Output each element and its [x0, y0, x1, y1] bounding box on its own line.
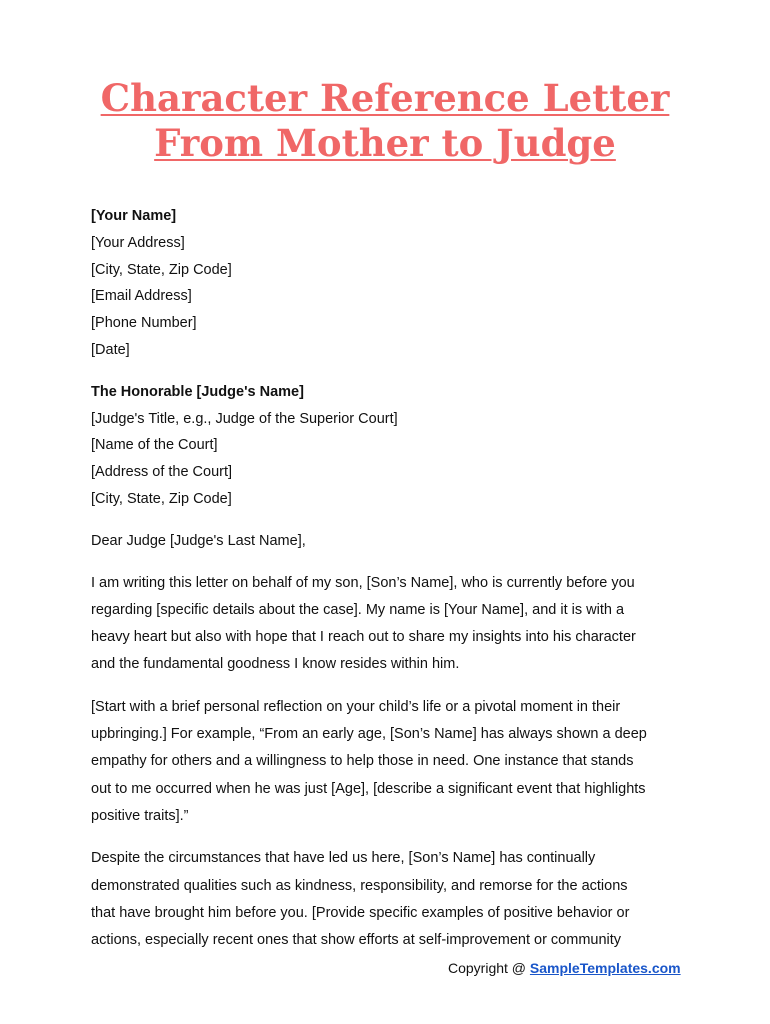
sender-name: [Your Name]: [91, 208, 177, 224]
sender-block: [91, 203, 691, 364]
paragraph-line: actions, especially recent ones that show efforts at self-improvement or community: [91, 932, 622, 949]
recipient-name: The Honorable [Judge's Name]: [91, 383, 304, 400]
copyright-footer: [448, 960, 681, 976]
recipient-block: [91, 379, 691, 513]
paragraph-2: [91, 694, 691, 830]
letter-body: [91, 203, 691, 954]
salutation: Dear Judge [Judge's Last Name],: [91, 532, 306, 549]
paragraph-line: demonstrated qualities such as kindness, responsibility, and remorse for the actions: [91, 877, 628, 894]
title-line-1: Character Reference Letter: [100, 76, 670, 120]
copyright-prefix: Copyright @: [448, 960, 530, 976]
recipient-title: [Judge's Title, e.g., Judge of the Superior Court]: [91, 410, 398, 427]
document-title: [0, 76, 770, 166]
sender-address: [Your Address]: [91, 234, 185, 251]
sender-email: [Email Address]: [91, 288, 192, 305]
paragraph-line: positive traits].”: [91, 807, 189, 824]
paragraph-line: Despite the circumstances that have led us here, [Son’s Name] has continually: [91, 850, 596, 867]
paragraph-line: [Start with a brief personal reflection on your child’s life or a pivotal moment in their: [91, 698, 621, 715]
paragraph-line: regarding [specific details about the case]. My name is [Your Name], and it is with a: [91, 601, 625, 618]
recipient-city: [City, State, Zip Code]: [91, 490, 232, 507]
sender-date: [Date]: [91, 341, 130, 358]
title-line-2: From Mother to Judge: [154, 121, 616, 165]
paragraph-line: that have brought him before you. [Provide specific examples of positive behavior or: [91, 904, 630, 921]
sampletemplates-link[interactable]: SampleTemplates.com: [529, 960, 681, 976]
paragraph-1: [91, 570, 691, 679]
paragraph-line: empathy for others and a willingness to help those in need. One instance that stands: [91, 753, 634, 770]
sender-phone: [Phone Number]: [91, 315, 197, 332]
paragraph-line: out to me occurred when he was just [Age], [describe a significant event that highlights: [91, 780, 646, 797]
recipient-address: [Address of the Court]: [91, 464, 233, 481]
paragraph-3: [91, 845, 691, 954]
recipient-court: [Name of the Court]: [91, 437, 218, 454]
sender-city: [City, State, Zip Code]: [91, 261, 232, 278]
paragraph-line: heavy heart but also with hope that I reach out to share my insights into his character: [91, 629, 636, 646]
paragraph-line: upbringing.] For example, “From an early age, [Son’s Name] has always shown a deep: [91, 726, 647, 743]
paragraph-line: I am writing this letter on behalf of my son, [Son’s Name], who is currently before you: [91, 574, 635, 591]
paragraph-line: and the fundamental goodness I know resides within him.: [91, 656, 460, 673]
